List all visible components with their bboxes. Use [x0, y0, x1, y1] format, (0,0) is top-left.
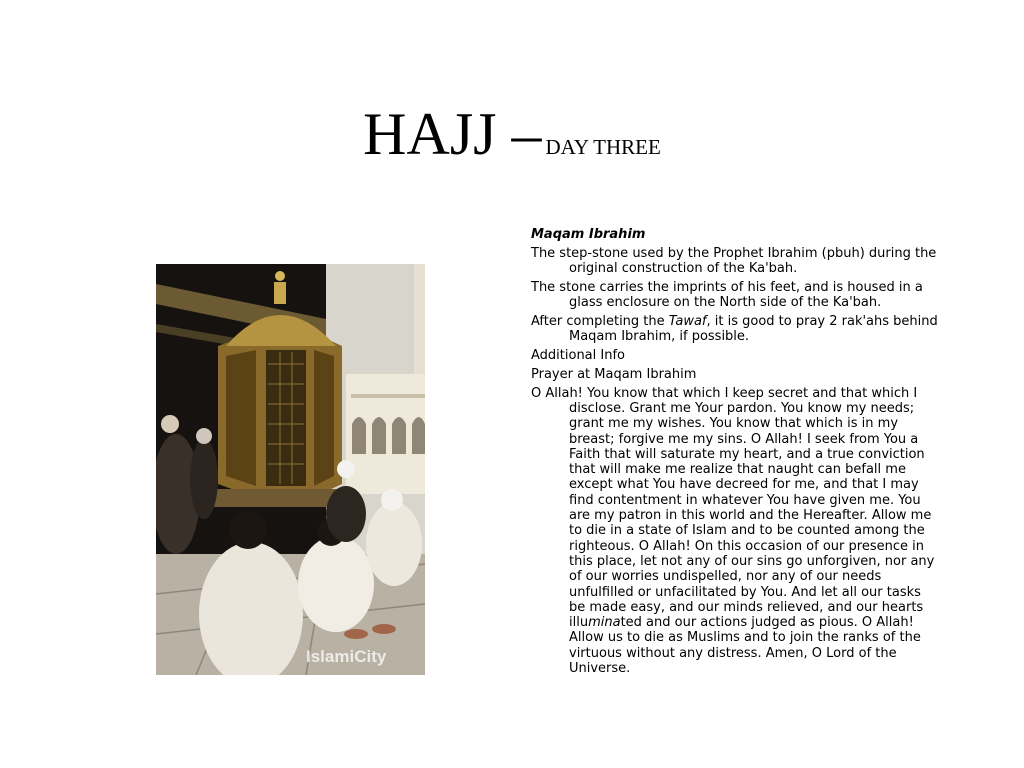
body-text	[531, 227, 941, 680]
prayer-emphasis: mina	[588, 615, 621, 631]
tawaf-text-after: , it is good to pray 2 rak'ahs behind Maqam Ibrahim, if possible.	[569, 313, 938, 345]
paragraph-stone-imprints: The stone carries the imprints of his feet, and is housed in a glass enclosure on the North side of the Ka'bah.	[531, 279, 923, 311]
slide-title	[0, 101, 1024, 167]
tawaf-term: Tawaf	[668, 313, 707, 329]
maqam-ibrahim-photo	[156, 264, 425, 675]
paragraph-step-stone: The step-stone used by the Prophet Ibrahim (pbuh) during the original construction of the Ka'bah.	[531, 245, 937, 277]
paragraph-prayer-text	[531, 386, 941, 677]
section-heading: Maqam Ibrahim	[531, 227, 646, 242]
paragraph-additional-info: Additional Info	[531, 348, 625, 364]
paragraph-prayer-heading: Prayer at Maqam Ibrahim	[531, 366, 697, 382]
paragraph-after-tawaf	[531, 314, 941, 345]
tawaf-text-before: After completing the	[531, 313, 669, 329]
photo-watermark: IslamiCity	[306, 647, 387, 666]
prayer-text-before: O Allah! You know that which I keep secret and that which I disclose. Grant me Your pardon. You know my needs; grant me my wishes. You know that which is in my breast; forgive me my sins. O Allah! I seek from You a Faith that will saturate my heart, and a true conviction that will make me realize that naught can befall me except what You have decreed for me, and that I may find contentment in whatever You have given me. You are my patron in this world and the Hereafter. Allow me to die in a state of Islam and to be counted among the righteous. O Allah! On this occasion of our presence in this place, let not any of our sins go unforgiven, nor any of our worries undispelled, nor any of our needs unfulfilled or unfacilitated by You. And let all our tasks be made easy, and our minds relieved, and our hearts illu	[531, 385, 935, 631]
prayer-text-after: ted and our actions judged as pious. O Allah! Allow us to die as Muslims and to join the ranks of the virtuous without any distress. Amen, O Lord of the Universe.	[569, 615, 921, 677]
title-main: HAJJ –	[363, 101, 542, 167]
title-subtitle: DAY THREE	[545, 135, 661, 159]
